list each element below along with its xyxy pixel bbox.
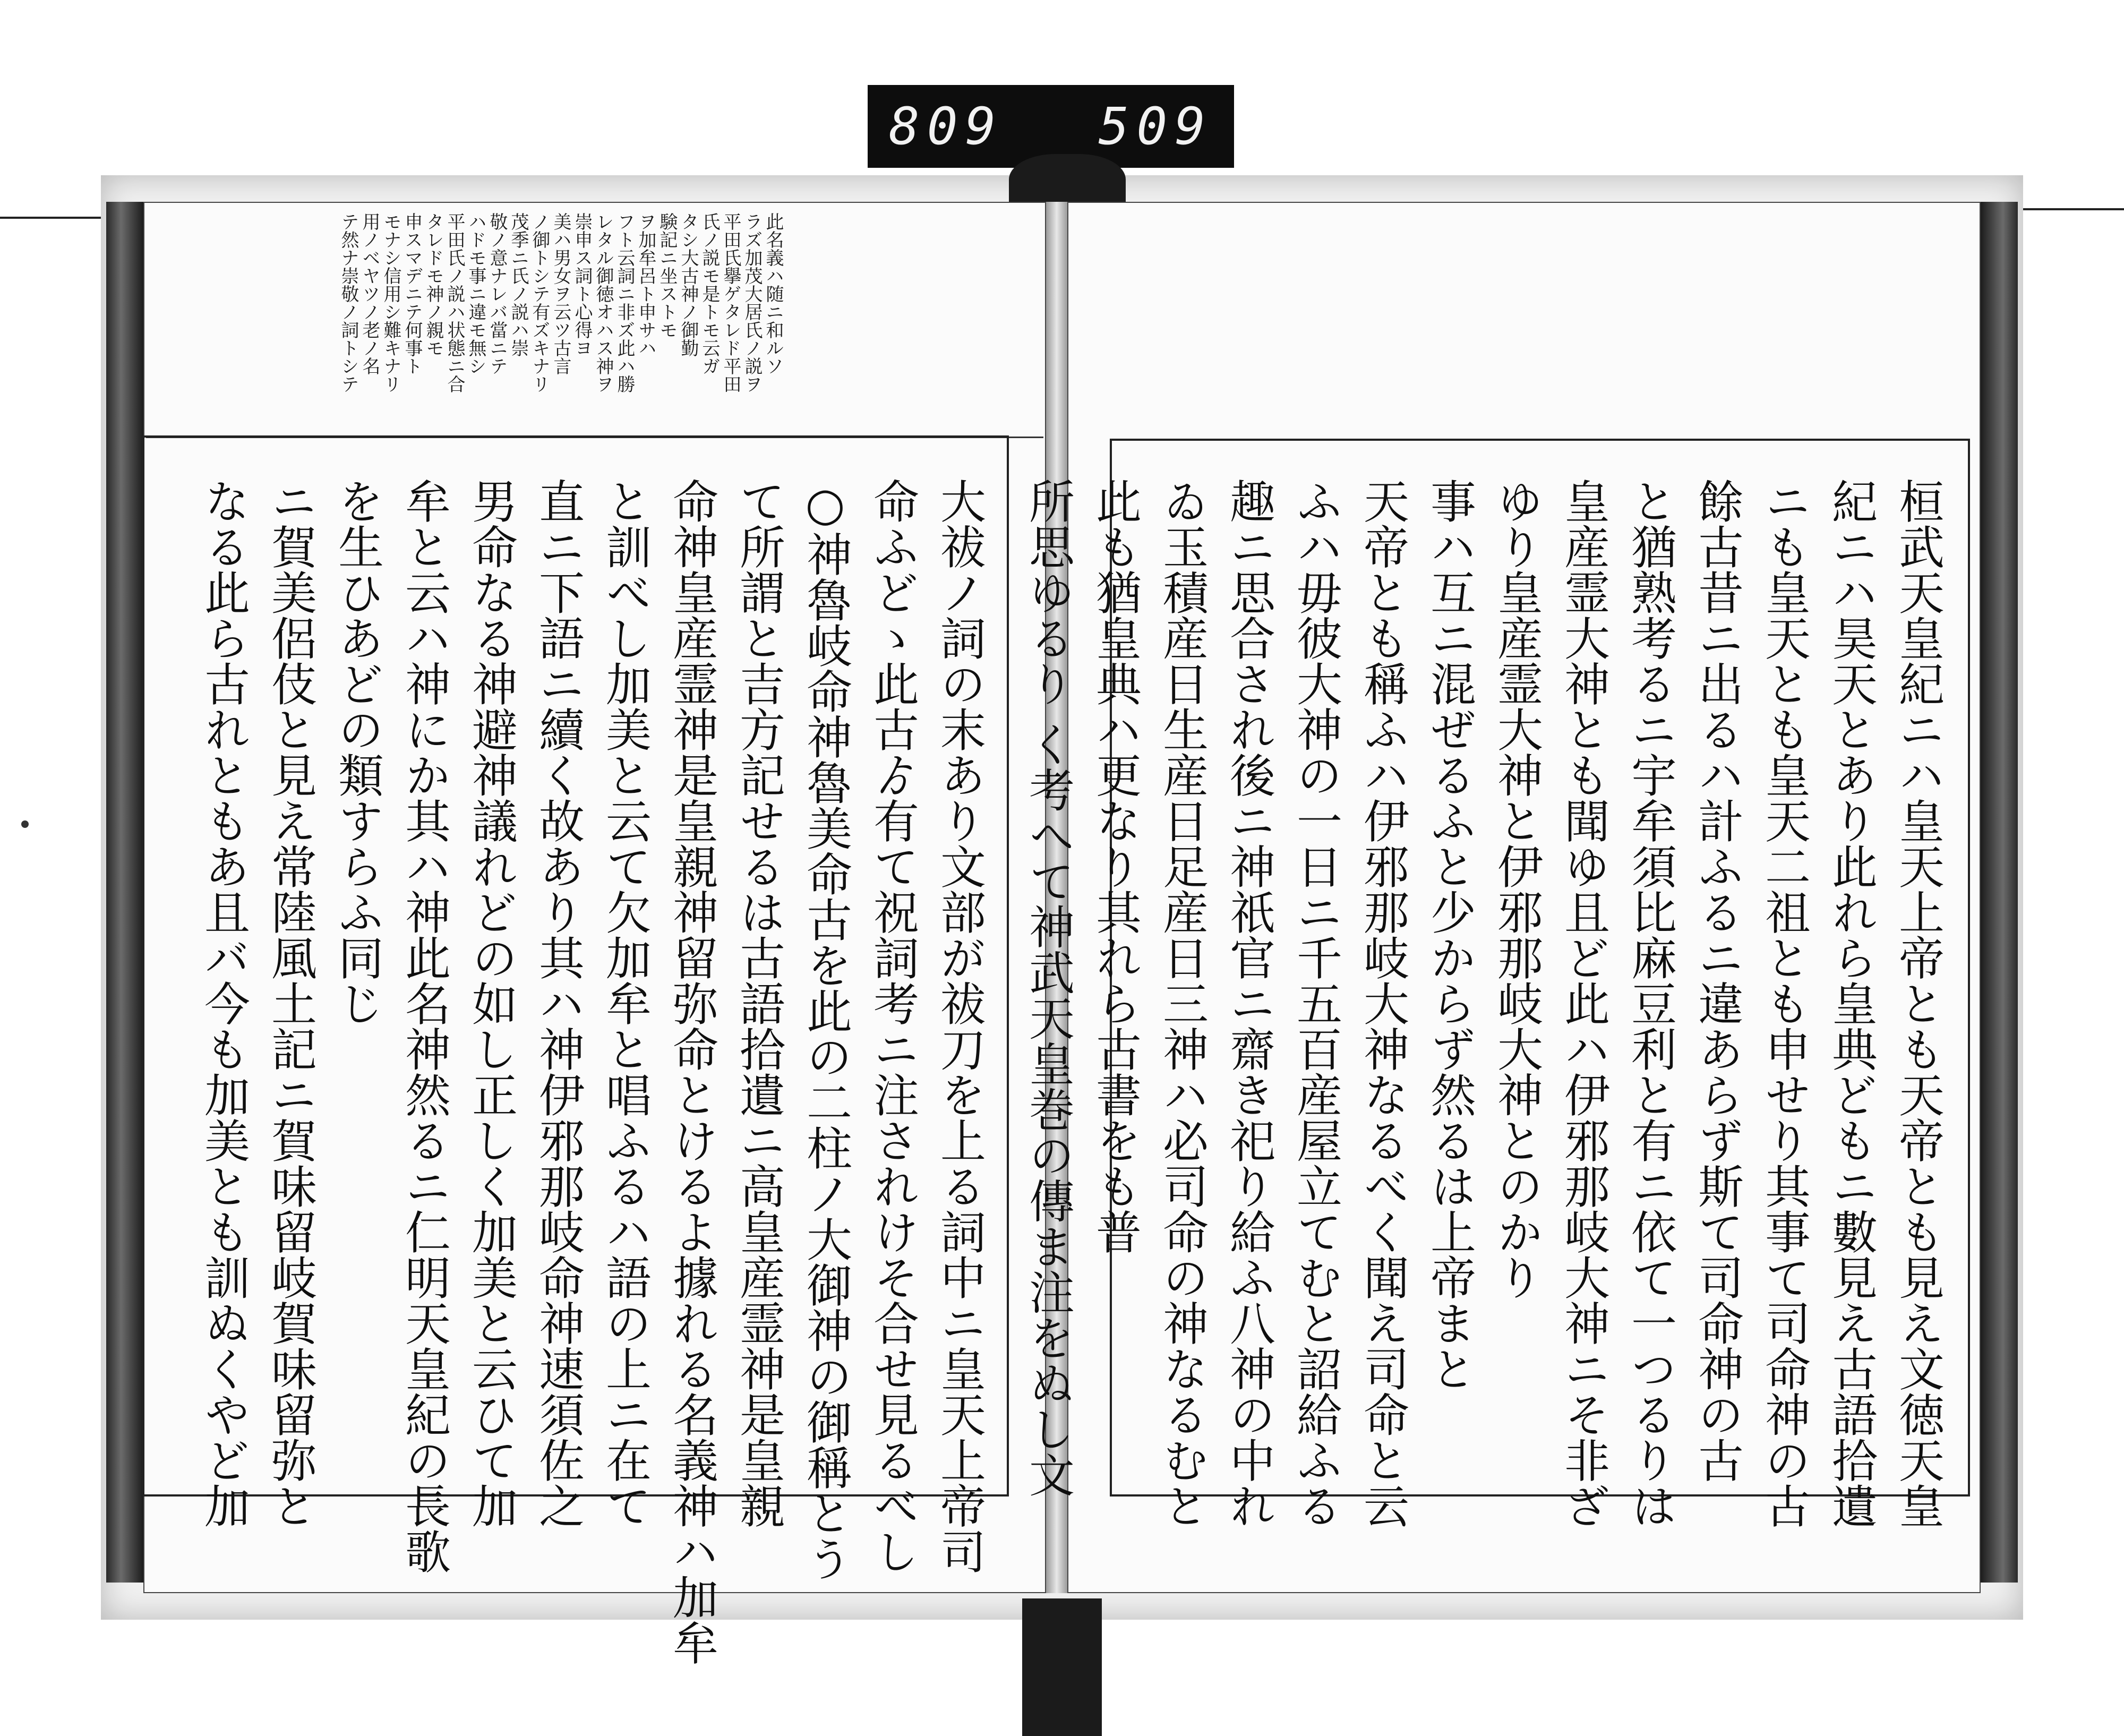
note-column: 申スマデニテ何事ト bbox=[401, 212, 423, 375]
text-column: を生ひあどの類すらふ同じ bbox=[330, 478, 383, 1026]
text-column: なる此ら古れともあ且バ今も加美とも訓ぬくやど加 bbox=[196, 478, 250, 1528]
text-column: 桓武天皇紀ニハ皇天上帝とも天帝とも見え文徳天皇 bbox=[1891, 478, 1944, 1528]
note-column: モナシ信用シ難キナリ bbox=[380, 212, 401, 393]
margin-dot bbox=[21, 820, 29, 828]
frame-number-right: 509 bbox=[1098, 97, 1213, 156]
note-column: 此名義ハ随ニ和ルソ bbox=[763, 212, 784, 375]
note-column: タシ大古神ノ御勤 bbox=[678, 212, 699, 357]
text-column: 命神皇産霊神是皇親神留弥命とけるよ據れる名義神ハ加牟 bbox=[665, 478, 718, 1665]
page-edge-left bbox=[106, 202, 143, 1583]
text-column: ニ賀美侶伎と見え常陸風土記ニ賀味留岐賀味留弥と bbox=[263, 478, 316, 1528]
note-column: ラズ加茂大居氏ノ説ヲ bbox=[741, 212, 763, 393]
text-column: ○神魯岐命神魯美命古を此の二柱ノ大御神の御稱とう bbox=[799, 478, 852, 1581]
note-column: テ然ナ崇敬ノ詞トシテ bbox=[338, 212, 359, 393]
text-column: 直ニ下語ニ續く故あり其ハ神伊邪那岐命神速須佐之 bbox=[531, 478, 584, 1528]
text-column: と訓べし加美と云て欠加牟と唱ふるハ語の上ニ在て bbox=[598, 478, 651, 1528]
frame-number-left: 809 bbox=[889, 97, 1004, 156]
page-edge-right bbox=[1981, 202, 2018, 1583]
text-column: ふハ毋彼大神の一日ニ千五百産屋立てむと詔給ふる bbox=[1289, 478, 1342, 1528]
text-column: ゆり皇産霊大神と伊邪那岐大神とのかり bbox=[1489, 478, 1543, 1300]
note-column: レタル御徳オハス神ヲ bbox=[593, 212, 614, 393]
note-column: 敬ノ意ナレバ當ニテ bbox=[486, 212, 508, 375]
note-column: 氏ノ説モ是トモ云ガ bbox=[699, 212, 720, 375]
note-column: 崇申ス詞ト心得ヨ bbox=[571, 212, 593, 357]
text-column: と猶熟考るニ宇牟須比麻豆利と有ニ依て一つるりは bbox=[1623, 478, 1676, 1528]
note-column: 平田氏擧ゲタレド平田 bbox=[720, 212, 741, 393]
text-column: て所謂と吉方記せるは古語拾遺ニ高皇産霊神是皇親 bbox=[732, 478, 785, 1528]
text-column: ゐ玉積産日生産日足産日三神ハ必司命の神なるむと bbox=[1155, 478, 1208, 1528]
text-column: 紀ニハ昊天とあり此れら皇典どもニ數見え古語拾遺 bbox=[1824, 478, 1877, 1528]
text-column: 男命なる神避神議れどの如し正しく加美と云ひて加 bbox=[464, 478, 517, 1528]
text-column: 命ふどゝ此古ゟ有て祝詞考ニ注されけそ合せ見るべし bbox=[866, 478, 919, 1574]
note-column: ハドモ事ニ違モ無シ bbox=[465, 212, 486, 375]
left-page-text bbox=[196, 478, 986, 1665]
text-column: 牟と云ハ神にか其ハ神此名神然るニ仁明天皇紀の長歌 bbox=[397, 478, 450, 1574]
note-column: ヲ加牟呂ト申サハ bbox=[635, 212, 656, 357]
text-column: 天帝とも稱ふハ伊邪那岐大神なるべく聞え司命と云 bbox=[1356, 478, 1409, 1528]
note-column: 美ハ男女ヲ云ツ古言 bbox=[550, 212, 571, 375]
text-column: 事ハ互ニ混ぜるふと少からず然るは上帝まと bbox=[1423, 478, 1476, 1391]
text-column: ニも皇天とも皇天二祖とも申せり其事て司命神の古 bbox=[1757, 478, 1810, 1528]
note-column: 験記ニ坐ストモ bbox=[656, 212, 678, 339]
note-column: 平田氏ノ説ハ状態ニ合 bbox=[444, 212, 465, 393]
right-page-text bbox=[1021, 478, 1944, 1528]
spine-bottom bbox=[1022, 1598, 1102, 1736]
text-column: 餘古昔ニ出るハ計ふるニ違あらず斯て司命神の古 bbox=[1690, 478, 1743, 1483]
text-column: 趣ニ思合され後ニ神祇官ニ齋き祀り給ふ八神の中れ bbox=[1222, 478, 1275, 1528]
text-column: 此も猶皇典ハ更なり其れら古書をも普 bbox=[1088, 478, 1141, 1254]
text-column: 大祓ノ詞の末あり文部が祓刀を上る詞中ニ皇天上帝司 bbox=[932, 478, 986, 1574]
text-column: 所思ゆるり く考へて神武天皇巻の傳ま注をぬし文 bbox=[1021, 478, 1074, 1498]
note-column: タレドモ神ノ親モ bbox=[423, 212, 444, 357]
text-column: 皇産霊大神とも聞ゆ且ど此ハ伊邪那岐大神ニそ非ざ bbox=[1556, 478, 1609, 1528]
header-notes bbox=[151, 212, 783, 430]
note-column: ノ御トシテ有ズキナリ bbox=[529, 212, 550, 393]
note-column: 茂季ニ氏ノ説ハ崇 bbox=[508, 212, 529, 357]
note-column: 用ノベヤツノ老ノ名 bbox=[359, 212, 380, 375]
note-column: フト云詞ニ非ズ此ハ勝 bbox=[614, 212, 635, 393]
